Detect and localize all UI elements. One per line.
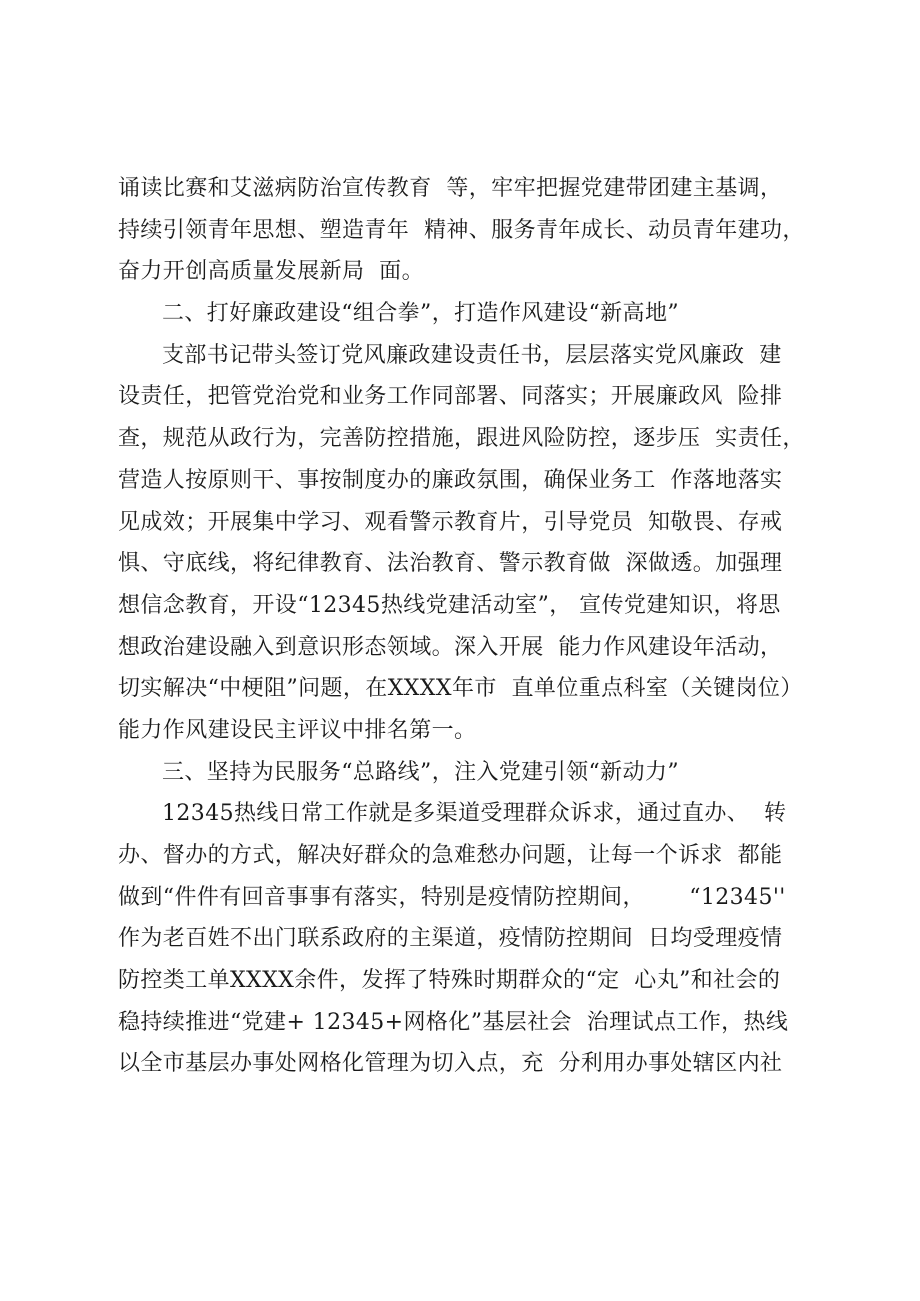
- text-line: 三、坚持为民服务“总路线”，注入党建引领“新动力”: [162, 759, 679, 785]
- text-line: 做到“件件有回音事事有落实，特别是疫情防控期间， “12345'': [118, 884, 786, 910]
- text-line: 查，规范从政行为，完善防控措施，跟进风险防控，逐步压 实责任，: [118, 426, 805, 452]
- text-line: 想政治建设融入到意识形态领域。深入开展 能力作风建设年活动，: [118, 634, 783, 660]
- text-line: 想信念教育，开设“12345热线党建活动室”， 宣传党建知识，将思: [118, 592, 781, 618]
- text-line: 防控类工单XXXX余件，发挥了特殊时期群众的“定 心丸”和社会的: [118, 968, 781, 994]
- text-line: 能力作风建设民主评议中排名第一。: [118, 717, 477, 743]
- text-line: 办、督办的方式，解决好群众的急难愁办问题，让每一个诉求 都能: [118, 843, 783, 868]
- text-line: 持续引领青年思想、塑造青年 精神、服务青年成长、动员青年建功，: [118, 217, 805, 243]
- text-line: 二、打好廉政建设“组合拳”，打造作风建设“新高地”: [162, 301, 679, 327]
- document-body: [118, 168, 808, 1085]
- text-line: 切实解决“中梗阻”问题，在XXXX年市 直单位重点科室（关键岗位）: [118, 676, 803, 702]
- text-line: 惧、守底线，将纪律教育、法治教育、警示教育做 深做透。加强理: [118, 551, 783, 577]
- text-line: 支部书记带头签订党风廉政建设责任书，层层落实党风廉政 建: [162, 342, 782, 368]
- text-line: 12345热线日常工作就是多渠道受理群众诉求，通过直办、 转: [162, 801, 787, 827]
- text-line: 见成效；开展集中学习、观看警示教育片，引导党员 知敬畏、存戒: [118, 509, 783, 535]
- text-line: 营造人按原则干、事按制度办的廉政氛围，确保业务工 作落地落实: [118, 467, 783, 493]
- text-line: 设责任，把管党治党和业务工作同部署、同落实；开展廉政风 险排: [118, 384, 783, 410]
- text-line: 诵读比赛和艾滋病防治宣传教育 等，牢牢把握党建带团建主基调，: [118, 176, 783, 201]
- text-line: 奋力开创高质量发展新局 面。: [118, 259, 424, 285]
- text-line: 以全市基层办事处网格化管理为切入点，充 分利用办事处辖区内社: [118, 1051, 783, 1077]
- text-line: 稳持续推进“党建+ 12345+网格化”基层社会 治理试点工作，热线: [118, 1009, 789, 1035]
- text-line: 作为老百姓不出门联系政府的主渠道，疫情防控期间 日均受理疫情: [118, 926, 783, 952]
